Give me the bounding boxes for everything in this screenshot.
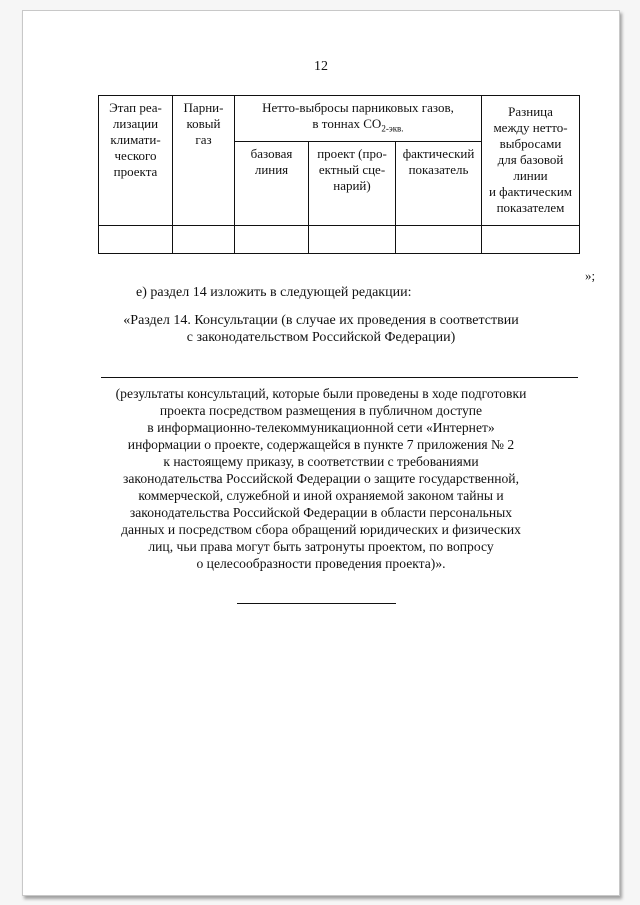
table-cell bbox=[235, 225, 309, 253]
document-page bbox=[22, 10, 620, 896]
header-net-emissions-text: Нетто-выбросы парниковых газов, в тоннах bbox=[262, 100, 454, 131]
header-actual: фактический показатель bbox=[396, 141, 482, 225]
header-net-emissions bbox=[235, 96, 482, 142]
header-unit: CO bbox=[363, 116, 382, 131]
end-divider bbox=[237, 603, 396, 604]
header-project-scenario: проект (про- ектный сце- нарий) bbox=[309, 141, 396, 225]
item-e-text: е) раздел 14 изложить в следующей редакции: bbox=[136, 285, 412, 300]
header-gas: Парни- ковый газ bbox=[173, 96, 235, 226]
closing-quote: »; bbox=[585, 268, 596, 283]
emissions-table bbox=[98, 95, 580, 254]
fill-in-line bbox=[101, 377, 578, 378]
table-row bbox=[99, 225, 580, 253]
table-cell bbox=[482, 225, 580, 253]
header-baseline: базовая линия bbox=[235, 141, 309, 225]
page-number: 12 bbox=[314, 59, 328, 74]
header-unit-sub: 2-экв. bbox=[381, 123, 404, 134]
header-stage: Этап реа- лизации климати- ческого проекта bbox=[99, 96, 173, 226]
body-text: (результаты консультаций, которые были проведены в ходе подготовки проекта посредством размещения в публичном доступе в информационно-телекоммуникационной сети «Интернет» информации о проекте, содержащейся в пункте 7 приложения № 2 к настоящему приказу, в соответствии с требованиями законодательства Российской Федерации о защите государственной, коммерческой, служебной и иной охраняемой законом тайны и законодательства Российской Федерации в области персональных данных и посредством сбора обращений юридических и физических лиц, чьи права могут быть затронуты проектом, по вопросу о целесообразности проведения проекта)». bbox=[115, 386, 527, 571]
table-cell bbox=[396, 225, 482, 253]
table-cell bbox=[309, 225, 396, 253]
table-cell bbox=[99, 225, 173, 253]
header-difference: Разница между нетто- выбросами для базовой линии и фактическим показателем bbox=[482, 96, 580, 226]
table-cell bbox=[173, 225, 235, 253]
section-heading: «Раздел 14. Консультации (в случае их проведения в соответствии с законодательством Российской Федерации) bbox=[123, 313, 519, 345]
